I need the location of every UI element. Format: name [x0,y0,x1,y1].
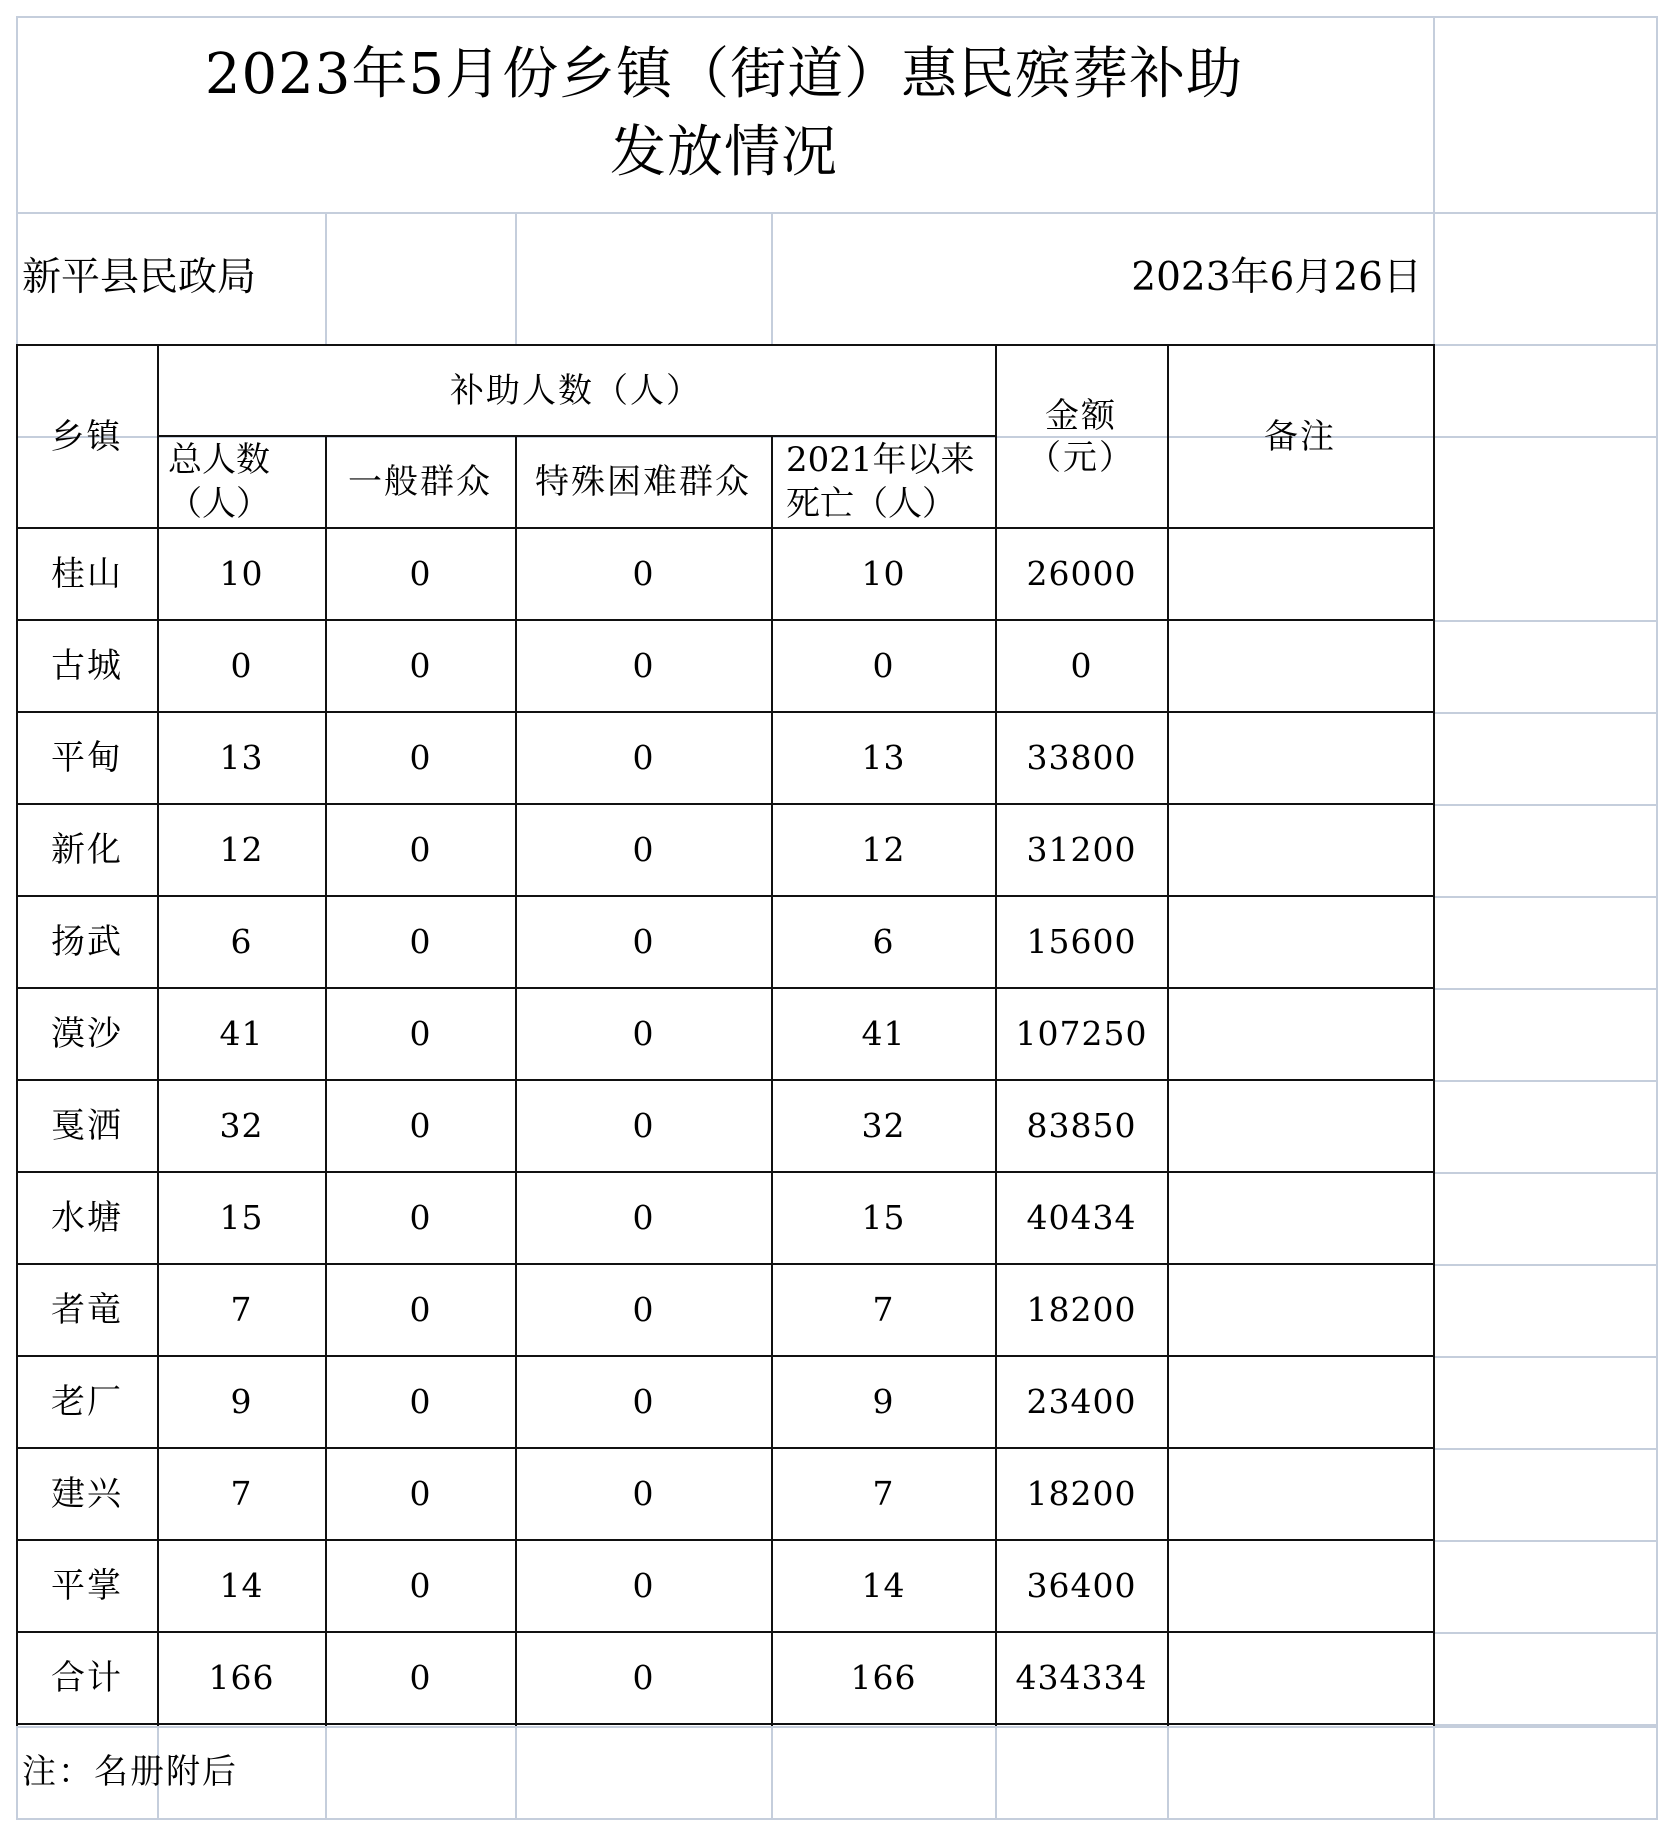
cell-total: 0 [230,646,253,686]
cell-since2021: 15 [861,1198,906,1238]
header-amount-line1: 金额 [1045,395,1117,436]
cell-remark [1168,988,1433,1080]
header-amount-line2: （元） [1027,438,1135,478]
cell-remark [1168,620,1433,712]
gridline-horizontal [1433,1172,1658,1174]
gridline-horizontal [1433,1356,1658,1358]
cell-special: 0 [632,830,655,870]
gridline-horizontal [1433,988,1658,990]
cell-since2021: 12 [861,830,906,870]
cell-special: 0 [632,738,655,778]
cell-town: 者竜 [51,1289,123,1330]
cell-town: 古城 [51,645,123,686]
cell-remark [1168,896,1433,988]
report-date: 2023年6月26日 [1131,254,1422,300]
cell-general: 0 [409,646,432,686]
cell-special: 0 [632,1014,655,1054]
cell-special: 0 [632,1382,655,1422]
cell-total: 15 [219,1198,264,1238]
table-border-vertical [1433,344,1435,1726]
cell-town: 漠沙 [51,1013,123,1054]
cell-town: 水塘 [51,1197,123,1238]
gridline-horizontal [1433,1264,1658,1266]
gridline-horizontal [16,1818,1658,1820]
header-town: 乡镇 [50,416,123,457]
header-amount [996,346,1166,528]
cell-remark [1168,1264,1433,1356]
cell-amount: 31200 [1026,830,1137,870]
cell-town: 新化 [51,829,123,870]
cell-since2021: 32 [861,1106,906,1146]
cell-remark [1168,712,1433,804]
cell-special: 0 [632,554,655,594]
gridline-horizontal [1433,1080,1658,1082]
cell-town: 合计 [51,1657,123,1698]
header-total-line1: 总人数 [168,439,270,480]
cell-special: 0 [632,1474,655,1514]
cell-since2021: 13 [861,738,906,778]
gridline-vertical [325,212,327,346]
cell-since2021: 6 [872,922,895,962]
cell-total: 7 [230,1290,253,1330]
cell-town: 平甸 [51,737,123,778]
cell-remark [1168,1540,1433,1632]
header-subsidy-group: 补助人数（人） [450,370,702,411]
cell-special: 0 [632,1658,655,1698]
gridline-vertical [515,212,517,346]
header-since2021-line1: 2021年以来 [786,439,975,480]
cell-town: 戛洒 [51,1105,123,1146]
cell-amount: 83850 [1026,1106,1137,1146]
header-remark: 备注 [1264,416,1336,457]
cell-special: 0 [632,1290,655,1330]
cell-total: 13 [219,738,264,778]
header-total [158,436,324,528]
cell-since2021: 14 [861,1566,906,1606]
cell-remark [1168,1172,1433,1264]
cell-amount: 434334 [1015,1658,1148,1698]
gridline-horizontal [1433,1724,1658,1726]
cell-remark [1168,1448,1433,1540]
gridline-vertical [995,1726,997,1820]
cell-amount: 18200 [1026,1290,1137,1330]
cell-since2021: 0 [872,646,895,686]
cell-remark [1168,804,1433,896]
cell-amount: 18200 [1026,1474,1137,1514]
cell-total: 32 [219,1106,264,1146]
header-special: 特殊困难群众 [535,461,751,502]
cell-total: 6 [230,922,253,962]
cell-town: 扬武 [51,921,123,962]
header-since2021-line2: 死亡（人） [786,484,956,524]
cell-amount: 23400 [1026,1382,1137,1422]
cell-general: 0 [409,1014,432,1054]
cell-special: 0 [632,1198,655,1238]
cell-town: 平掌 [51,1565,123,1606]
report-title-line1: 2023年5月份乡镇（街道）惠民殡葬补助 [204,41,1244,107]
cell-town: 建兴 [51,1473,123,1514]
cell-total: 166 [208,1658,275,1698]
gridline-horizontal [1433,896,1658,898]
cell-total: 7 [230,1474,253,1514]
report-title [16,16,1432,212]
cell-general: 0 [409,554,432,594]
cell-total: 41 [219,1014,264,1054]
cell-special: 0 [632,1566,655,1606]
cell-remark [1168,528,1433,620]
footer-note: 注：名册附后 [22,1751,238,1792]
gridline-vertical [1167,1726,1169,1820]
cell-total: 9 [230,1382,253,1422]
cell-special: 0 [632,1106,655,1146]
cell-town: 老厂 [51,1381,123,1422]
cell-remark [1168,1356,1433,1448]
cell-amount: 15600 [1026,922,1137,962]
cell-total: 14 [219,1566,264,1606]
header-general: 一般群众 [348,461,492,502]
gridline-vertical [771,1726,773,1820]
cell-special: 0 [632,922,655,962]
cell-amount: 26000 [1026,554,1137,594]
cell-total: 12 [219,830,264,870]
cell-since2021: 9 [872,1382,895,1422]
gridline-horizontal [1433,712,1658,714]
cell-general: 0 [409,1382,432,1422]
cell-remark [1168,1632,1433,1724]
cell-general: 0 [409,738,432,778]
cell-since2021: 7 [872,1474,895,1514]
cell-general: 0 [409,1106,432,1146]
cell-total: 10 [219,554,264,594]
cell-general: 0 [409,922,432,962]
cell-general: 0 [409,1474,432,1514]
cell-since2021: 7 [872,1290,895,1330]
cell-remark [1168,1080,1433,1172]
cell-since2021: 166 [850,1658,917,1698]
cell-since2021: 10 [861,554,906,594]
header-total-line2: （人） [168,484,270,524]
cell-amount: 40434 [1026,1198,1137,1238]
cell-amount: 0 [1070,646,1093,686]
gridline-horizontal [1433,1448,1658,1450]
cell-general: 0 [409,1658,432,1698]
cell-amount: 107250 [1015,1014,1148,1054]
cell-town: 桂山 [51,553,123,594]
cell-general: 0 [409,1290,432,1330]
issuer-label: 新平县民政局 [22,254,257,300]
gridline-horizontal [1433,1632,1658,1634]
gridline-vertical [515,1726,517,1820]
gridline-vertical [325,1726,327,1820]
gridline-horizontal [1433,1540,1658,1542]
cell-amount: 33800 [1026,738,1137,778]
cell-general: 0 [409,1198,432,1238]
cell-since2021: 41 [861,1014,906,1054]
gridline-horizontal [1433,620,1658,622]
header-since2021 [772,436,994,528]
cell-special: 0 [632,646,655,686]
report-title-line2: 发放情况 [610,120,838,185]
gridline-vertical [771,212,773,346]
gridline-vertical [1656,16,1658,1820]
gridline-horizontal [1433,804,1658,806]
cell-general: 0 [409,1566,432,1606]
cell-amount: 36400 [1026,1566,1137,1606]
cell-general: 0 [409,830,432,870]
